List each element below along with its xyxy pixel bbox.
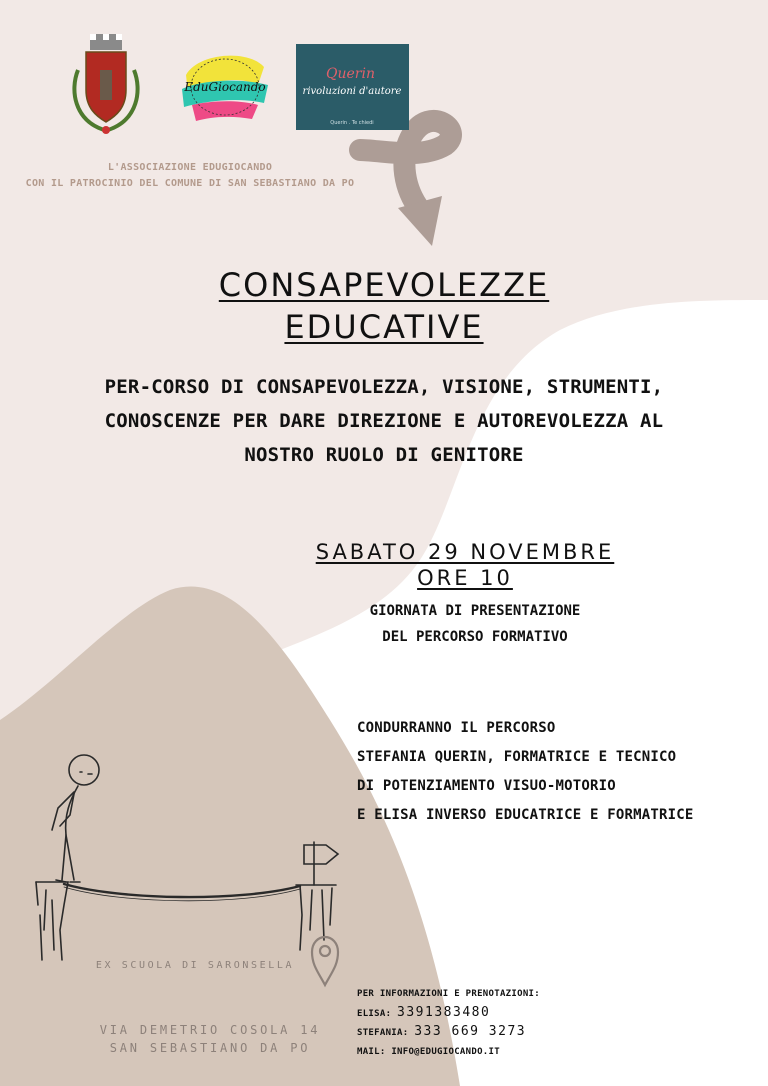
event-description-line-2: DEL PERCORSO FORMATIVO <box>382 629 568 645</box>
title-line-1: CONSAPEVOLEZZE <box>218 266 550 304</box>
association-header <box>0 160 380 192</box>
event-date: SABATO 29 NOVEMBRE <box>315 540 615 564</box>
contact-elisa-label: ELISA: <box>357 1008 392 1019</box>
association-line-2: CON IL PATROCINIO DEL COMUNE DI SAN SEBASTIANO DA PO <box>25 178 355 189</box>
title-line-2: EDUCATIVE <box>284 308 484 346</box>
event-time: ORE 10 <box>417 566 513 590</box>
contact-stefania-phone[interactable]: 333 669 3273 <box>414 1024 527 1039</box>
querin-logo-subtitle: rivoluzioni d'autore <box>302 86 402 97</box>
subtitle-line-3: NOSTRO RUOLO DI GENITORE <box>244 444 524 466</box>
contact-mail-label: MAIL: <box>357 1046 386 1057</box>
subtitle-line-1: PER-CORSO DI CONSAPEVOLEZZA, VISIONE, STRUMENTI, <box>104 376 664 398</box>
speakers-line-1: CONDURRANNO IL PERCORSO <box>357 720 556 736</box>
event-description <box>230 598 720 650</box>
event-description-line-1: GIORNATA DI PRESENTAZIONE <box>369 603 581 619</box>
speakers-line-4: E ELISA INVERSO EDUCATRICE E FORMATRICE <box>357 807 694 823</box>
venue-name: EX SCUOLA DI SARONSELLA <box>95 960 295 971</box>
association-line-1: L'ASSOCIAZIONE EDUGIOCANDO <box>107 162 273 173</box>
subtitle-line-2: CONOSCENZE PER DARE DIREZIONE E AUTOREVOLEZZA AL <box>104 410 664 432</box>
speakers-line-2: STEFANIA QUERIN, FORMATRICE E TECNICO <box>357 749 677 765</box>
querin-logo <box>296 44 409 130</box>
comune-coat-of-arms-logo <box>66 30 146 150</box>
contact-stefania <box>357 1023 657 1043</box>
edugiocando-logo-text: EduGiocando <box>184 80 266 94</box>
contact-info <box>357 985 657 1061</box>
venue-address <box>60 1021 360 1057</box>
venue-address-town: SAN SEBASTIANO DA PO <box>109 1041 311 1055</box>
edugiocando-logo <box>178 45 272 129</box>
speakers-line-3: DI POTENZIAMENTO VISUO-MOTORIO <box>357 778 616 794</box>
venue-address-street: VIA DEMETRIO COSOLA 14 <box>99 1023 321 1037</box>
contact-stefania-label: STEFANIA: <box>357 1028 409 1038</box>
contact-heading: PER INFORMAZIONI E PRENOTAZIONI: <box>357 989 540 999</box>
contact-mail-address[interactable]: INFO@EDUGIOCANDO.IT <box>391 1046 500 1057</box>
subtitle <box>40 370 728 472</box>
contact-elisa-phone[interactable]: 3391383480 <box>397 1004 491 1020</box>
speakers-block <box>357 714 757 830</box>
contact-elisa <box>357 1004 657 1024</box>
contact-mail <box>357 1043 657 1062</box>
querin-logo-tagline: Querin . Te chiedi <box>330 120 374 126</box>
querin-logo-name: Querin <box>326 66 375 82</box>
